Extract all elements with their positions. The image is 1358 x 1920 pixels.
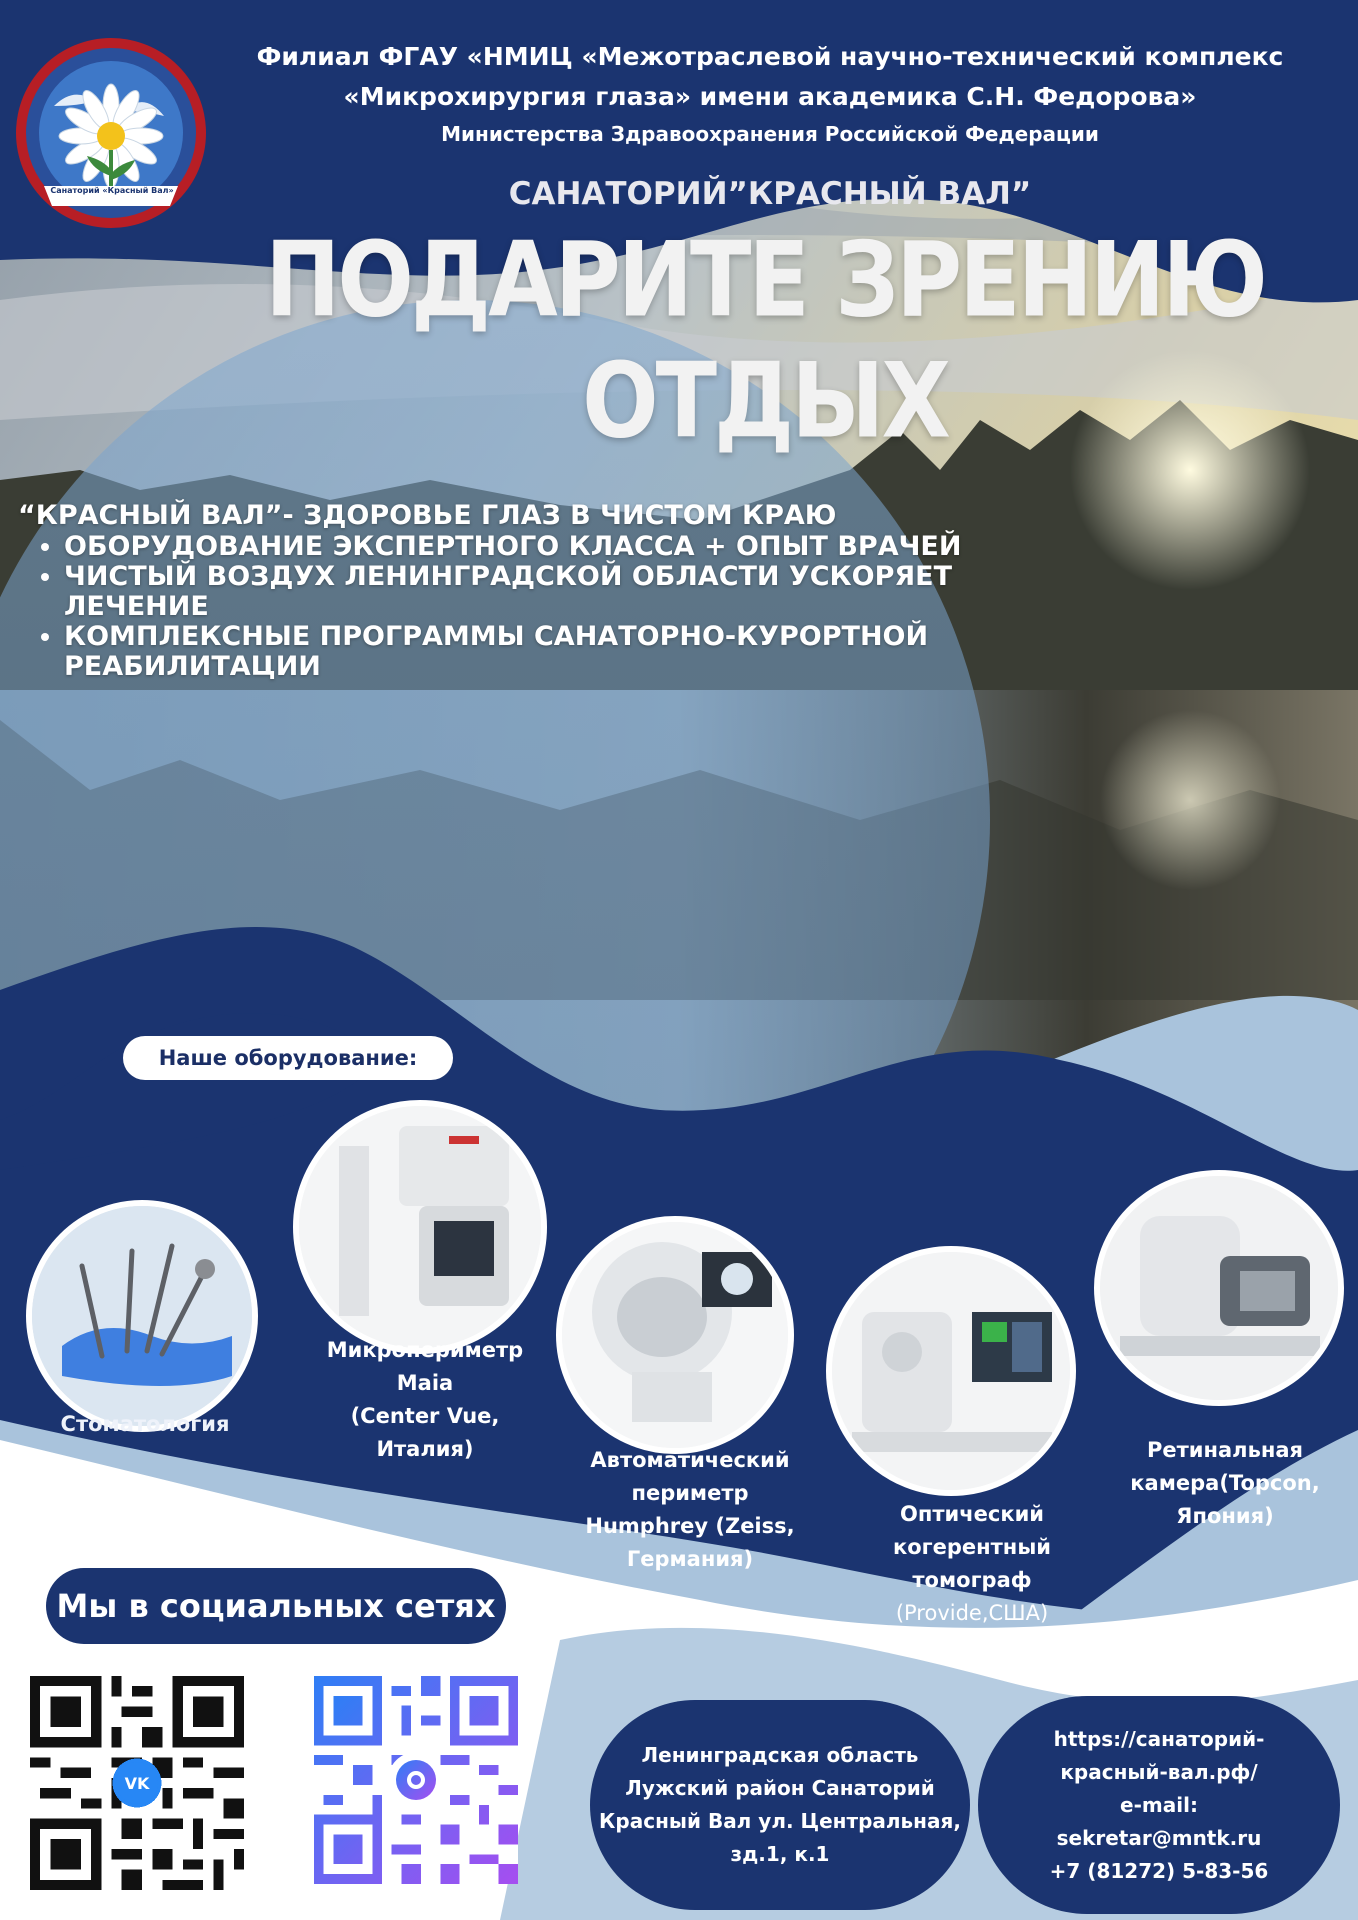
caption-automatic-perimeter: Автоматический периметр Humphrey (Zeiss, Германия): [585, 1448, 795, 1571]
automatic-perimeter-photo: [556, 1216, 794, 1454]
header-ministry: Министерства Здравоохранения Российской Федерации: [441, 122, 1099, 146]
caption-retinal-camera: Ретинальная камера(Topcon, Япония): [1130, 1438, 1320, 1528]
caption-oct-tomograph: Оптический когерентный томограф (Provide,США): [892, 1502, 1052, 1625]
contacts-block: [978, 1696, 1340, 1914]
header-line-2: «Микрохирургия глаза» имени академика С.Н. Федорова»: [343, 82, 1197, 111]
equipment-heading: Наше оборудование:: [123, 1036, 453, 1080]
main-title: ПОДАРИТЕ ЗРЕНИЮ ОТДЫХ: [265, 220, 1265, 462]
retinal-camera-photo: [1094, 1170, 1344, 1406]
email-label: e-mail:: [1120, 1792, 1198, 1817]
sanatorium-name: САНАТОРИЙ”КРАСНЫЙ ВАЛ”: [508, 176, 1032, 212]
benefit-item: • ЧИСТЫЙ ВОЗДУХ ЛЕНИНГРАДСКОЙ ОБЛАСТИ УСКОРЯЕТ ЛЕЧЕНИЕ: [64, 562, 964, 622]
website-link[interactable]: https://санаторий-: [1053, 1726, 1265, 1751]
phone-number[interactable]: +7 (81272) 5-83-56: [1049, 1858, 1269, 1883]
benefit-item: • КОМПЛЕКСНЫЕ ПРОГРАММЫ САНАТОРНО-КУРОРТНОЙ РЕАБИЛИТАЦИИ: [64, 622, 964, 682]
caption-microperimeter: Микропериметр Maia (Center Vue, Италия): [326, 1338, 524, 1461]
logo-ribbon-text: Санаторий «Красный Вал»: [50, 186, 174, 195]
social-heading: Мы в социальных сетях: [46, 1568, 506, 1644]
lead-line: “КРАСНЫЙ ВАЛ”- ЗДОРОВЬЕ ГЛАЗ В ЧИСТОМ КРАЮ: [18, 500, 837, 531]
oct-tomograph-photo: [826, 1246, 1076, 1496]
caption-dentistry: Стоматология: [60, 1412, 230, 1436]
microperimeter-photo: [293, 1100, 547, 1354]
dentistry-photo: [26, 1200, 258, 1432]
address-block: Ленинградская область Лужский район Санаторий Красный Вал ул. Центральная, зд.1, к.1: [590, 1700, 970, 1910]
benefit-list: [30, 532, 964, 682]
website-link-cont[interactable]: красный-вал.рф/: [1060, 1759, 1258, 1784]
vk-icon: VK: [116, 1762, 158, 1804]
header-line-1: Филиал ФГАУ «НМИЦ «Межотраслевой научно-технический комплекс: [256, 42, 1284, 71]
benefit-item: • ОБОРУДОВАНИЕ ЭКСПЕРТНОГО КЛАССА + ОПЫТ ВРАЧЕЙ: [64, 532, 964, 562]
email-link[interactable]: sekretar@mntk.ru: [1056, 1825, 1262, 1850]
max-messenger-icon: [388, 1752, 444, 1808]
